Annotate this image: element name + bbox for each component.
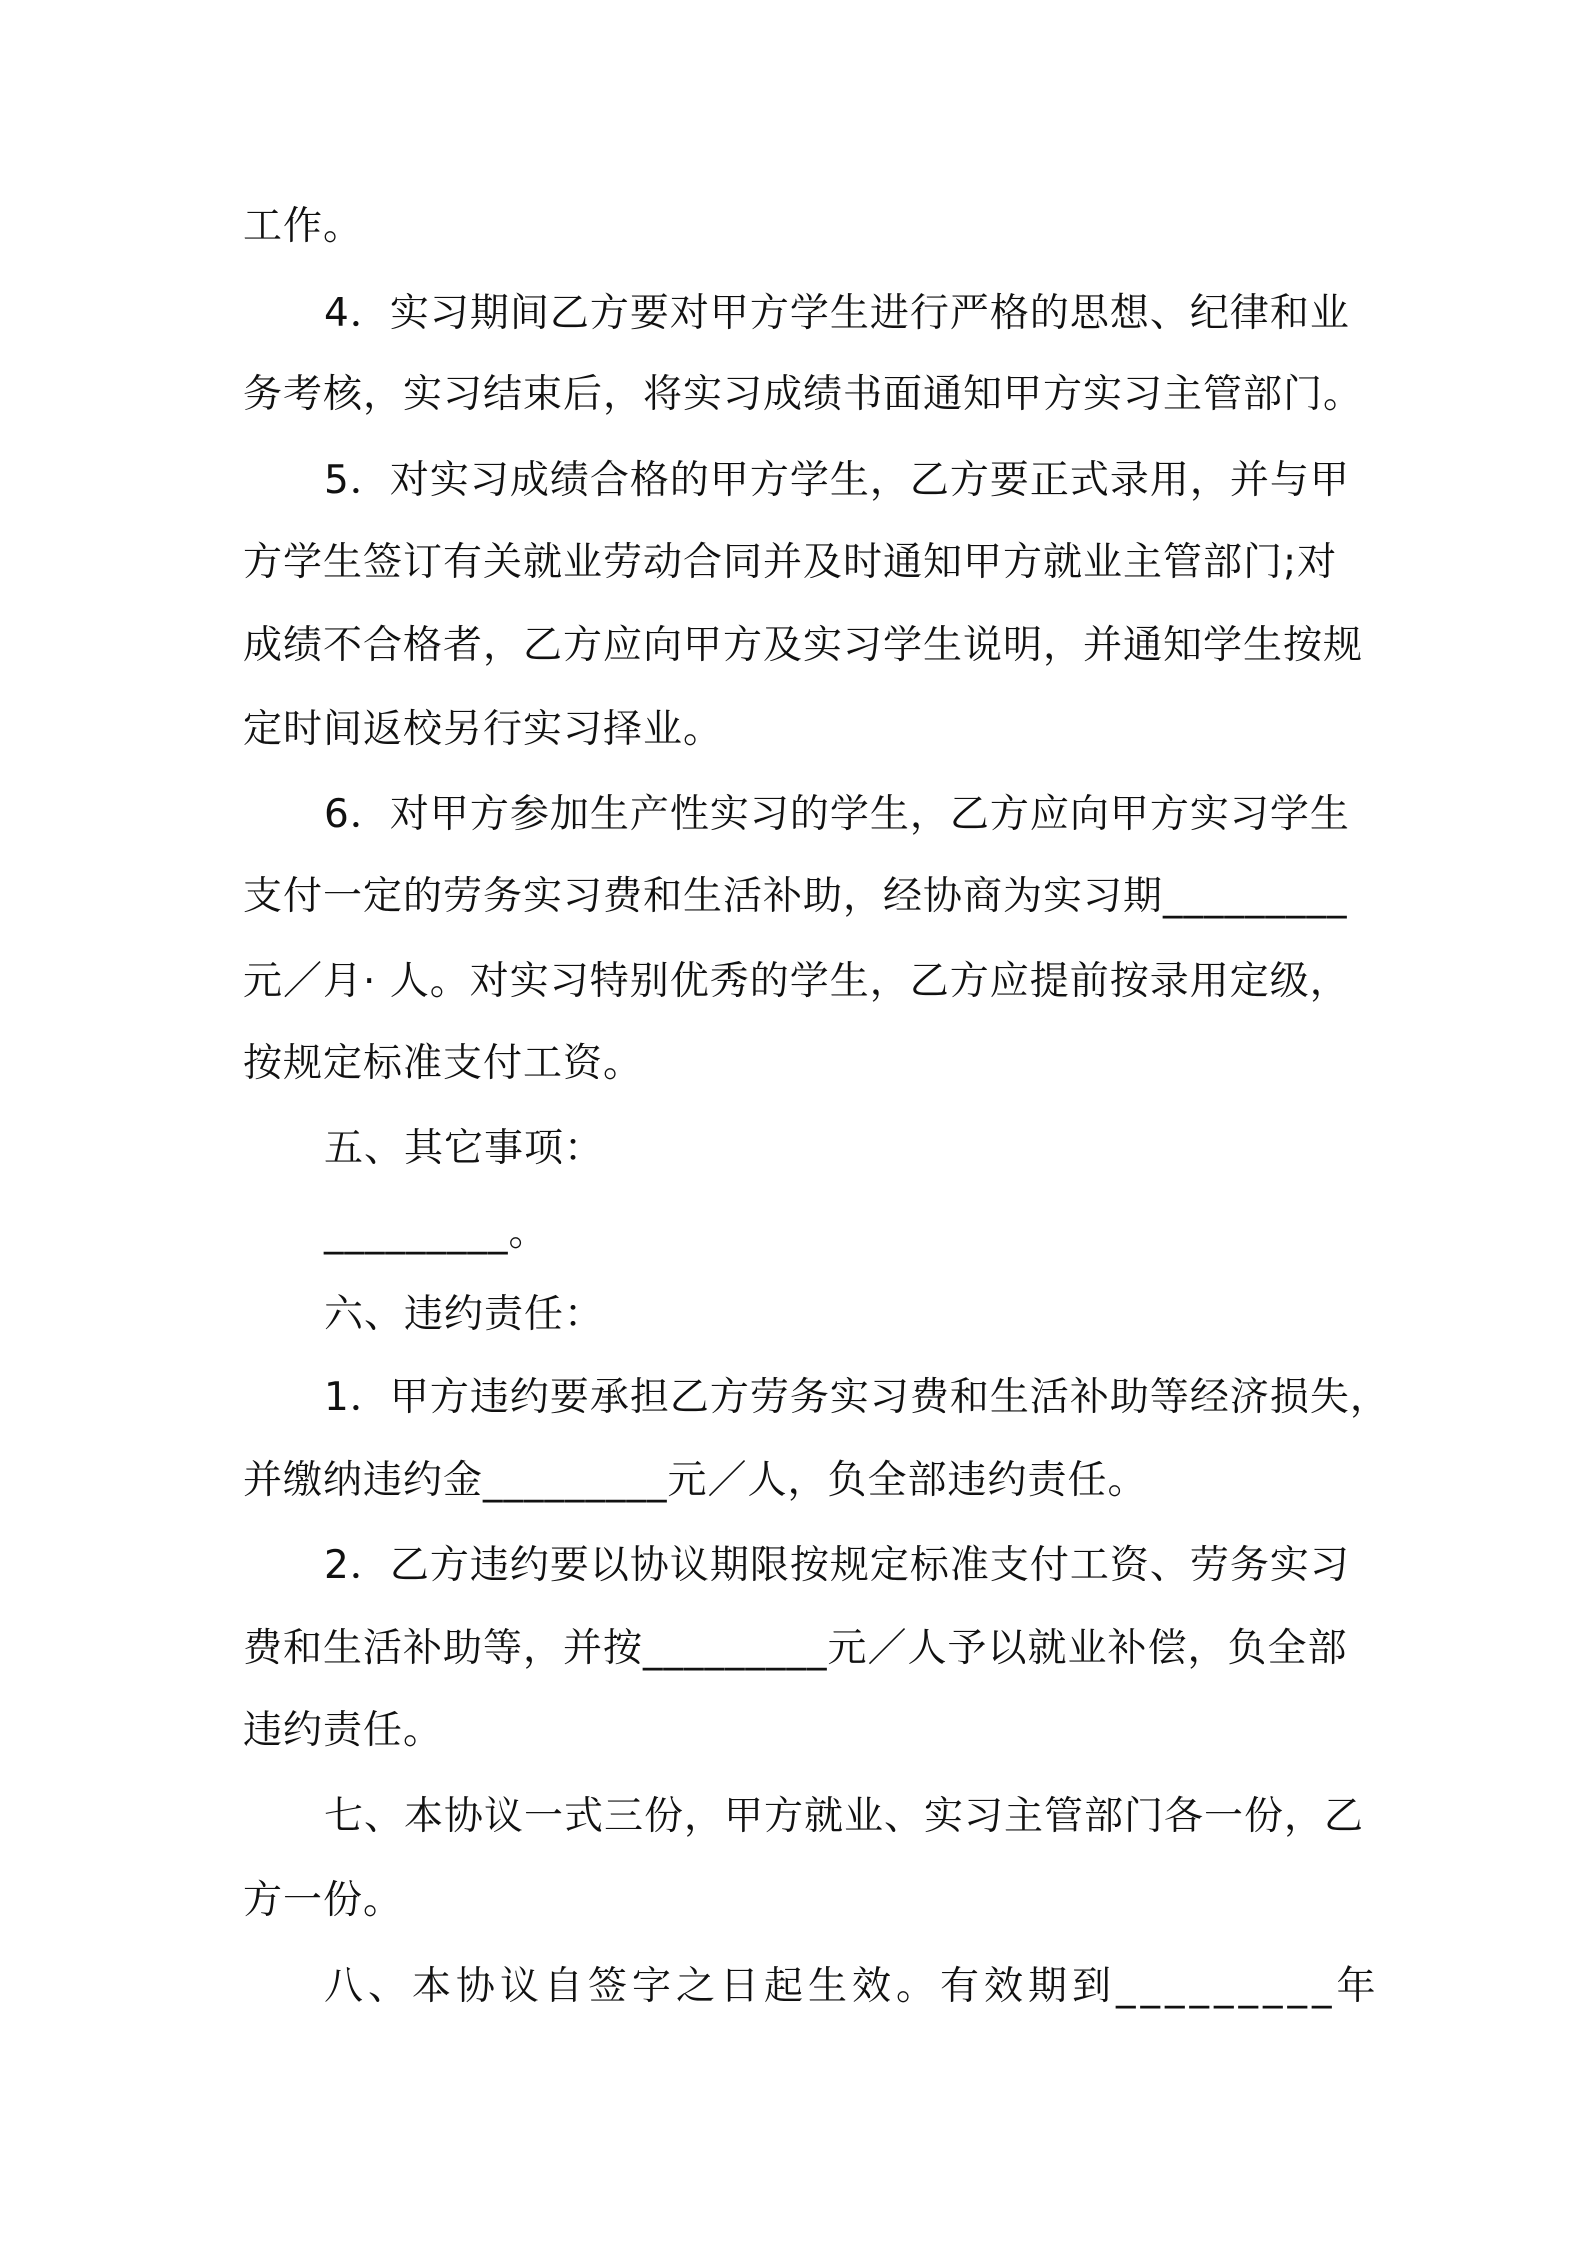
blank-fill-line: _________。 bbox=[324, 1210, 549, 1255]
text-line: 方一份。 bbox=[243, 1878, 404, 1923]
section-heading: 六、违约责任： bbox=[324, 1292, 605, 1337]
text-line: 2．乙方违约要以协议期限按规定标准支付工资、劳务实习 bbox=[324, 1543, 1350, 1588]
text-line: 方学生签订有关就业劳动合同并及时通知甲方就业主管部门;对 bbox=[243, 540, 1338, 585]
text-line: 支付一定的劳务实习费和生活补助，经协商为实习期_________ bbox=[243, 874, 1348, 919]
text-line: 5．对实习成绩合格的甲方学生，乙方要正式录用，并与甲 bbox=[324, 458, 1350, 503]
text-line: 成绩不合格者，乙方应向甲方及实习学生说明，并通知学生按规 bbox=[243, 623, 1364, 668]
text-line: 按规定标准支付工资。 bbox=[243, 1041, 644, 1086]
text-line: 1．甲方违约要承担乙方劳务实习费和生活补助等经济损失， bbox=[324, 1375, 1390, 1420]
text-line: 4．实习期间乙方要对甲方学生进行严格的思想、纪律和业 bbox=[324, 291, 1350, 336]
text-line: 定时间返校另行实习择业。 bbox=[243, 707, 724, 752]
text-line: 费和生活补助等，并按_________元／人予以就业补偿，负全部 bbox=[243, 1626, 1348, 1671]
section-heading: 五、其它事项： bbox=[324, 1126, 605, 1171]
text-line: 违约责任。 bbox=[243, 1708, 444, 1753]
text-line: 八、本协议自签字之日起生效。有效期到_________年 bbox=[324, 1964, 1381, 2009]
text-line: 工作。 bbox=[243, 204, 364, 249]
text-line: 并缴纳违约金_________元／人，负全部违约责任。 bbox=[243, 1458, 1148, 1503]
text-line: 务考核，实习结束后，将实习成绩书面通知甲方实习主管部门。 bbox=[243, 372, 1364, 417]
text-line: 七、本协议一式三份，甲方就业、实习主管部门各一份，乙 bbox=[324, 1794, 1365, 1839]
text-line: 元／月· 人。对实习特别优秀的学生，乙方应提前按录用定级， bbox=[243, 959, 1350, 1004]
text-line: 6．对甲方参加生产性实习的学生，乙方应向甲方实习学生 bbox=[324, 792, 1350, 837]
